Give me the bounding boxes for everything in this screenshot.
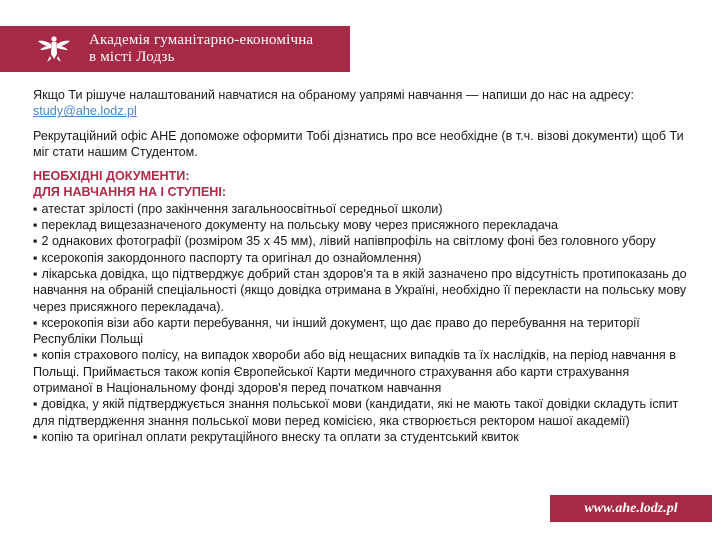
website-link[interactable]: www.ahe.lodz.pl	[550, 495, 712, 522]
list-item	[33, 429, 688, 445]
documents-list	[33, 201, 688, 445]
list-item-text: ксерокопія візи або карти перебування, чи інший документ, що дає право до перебування на території Республіки Польщі	[33, 315, 640, 347]
list-item	[33, 201, 688, 217]
academy-name	[89, 32, 313, 66]
list-item-text: копія страхового полісу, на випадок хвороби або від нещасних випадків та їх наслідків, на період навчання в Польщі. Приймається також копія Європейської Карти медичного страхування або карти страхування отриманої в Національному фонді здоров'я перед початком навчання	[33, 348, 676, 396]
eagle-emblem-icon	[36, 32, 72, 66]
bullet-icon: ▪	[33, 250, 38, 265]
recruitment-paragraph: Рекрутаційний офіс AHE допоможе оформити Тобі дізнатись про все необхідне (в т.ч. візові документи) щоб Ти міг стати нашим Студентом.	[33, 128, 684, 159]
documents-heading: НЕОБХІДНІ ДОКУМЕНТИ:	[33, 169, 190, 184]
header-banner	[0, 26, 350, 72]
list-item	[33, 233, 688, 249]
academy-name-line1: Академія гуманітарно-економічна	[89, 32, 314, 48]
bullet-icon: ▪	[33, 234, 38, 249]
bullet-icon: ▪	[33, 201, 38, 216]
bullet-icon: ▪	[33, 429, 38, 444]
main-content	[33, 87, 688, 445]
list-item	[33, 315, 688, 348]
list-item-text: лікарська довідка, що підтверджує добрий стан здоров'я та в якій зазначено про відсутність протипоказань до навчання на обраній спеціальності (якщо довідка отримана в Україні, необхідно її перекласти на польську мову через присяжного перекладача).	[33, 266, 687, 314]
list-item-text: переклад вищезазначеного документу на польську мову через присяжного перекладача	[41, 218, 559, 233]
list-item	[33, 217, 688, 233]
list-item-text: ксерокопія закордонного паспорту та оригінал до ознайомлення)	[41, 250, 422, 265]
email-link[interactable]: study@ahe.lodz.pl	[33, 104, 137, 119]
list-item-text: копію та оригінал оплати рекрутаційного внеску та оплати за студентський квиток	[41, 429, 519, 444]
list-item-text: 2 однакових фотографії (розміром 35 x 45 мм), лівий напівпрофіль на світлому фоні без головного убору	[41, 234, 656, 249]
intro-text: Якщо Ти рішуче налаштований навчатися на обраному уапрямі навчання — напиши до нас на адресу:	[33, 88, 634, 102]
list-item-text: довідка, у якій підтверджується знання польської мови (кандидати, які не мають такої довідки складуть іспит для підтвердження знання польської мови перед комісією, яка створюється ректором нашої академії)	[33, 397, 679, 428]
academy-name-line2: в місті Лодзь	[89, 49, 175, 65]
list-item-text: атестат зрілості (про закінчення загальноосвітньої середньої школи)	[41, 201, 443, 216]
list-item	[33, 250, 688, 266]
list-item	[33, 347, 688, 396]
list-item	[33, 396, 688, 429]
first-degree-heading: ДЛЯ НАВЧАННЯ НА I СТУПЕНІ:	[33, 185, 227, 200]
bullet-icon: ▪	[33, 315, 38, 330]
bullet-icon: ▪	[33, 218, 38, 233]
intro-paragraph	[33, 87, 688, 120]
bullet-icon: ▪	[33, 397, 38, 412]
list-item	[33, 266, 688, 315]
bullet-icon: ▪	[33, 266, 38, 281]
bullet-icon: ▪	[33, 348, 38, 363]
